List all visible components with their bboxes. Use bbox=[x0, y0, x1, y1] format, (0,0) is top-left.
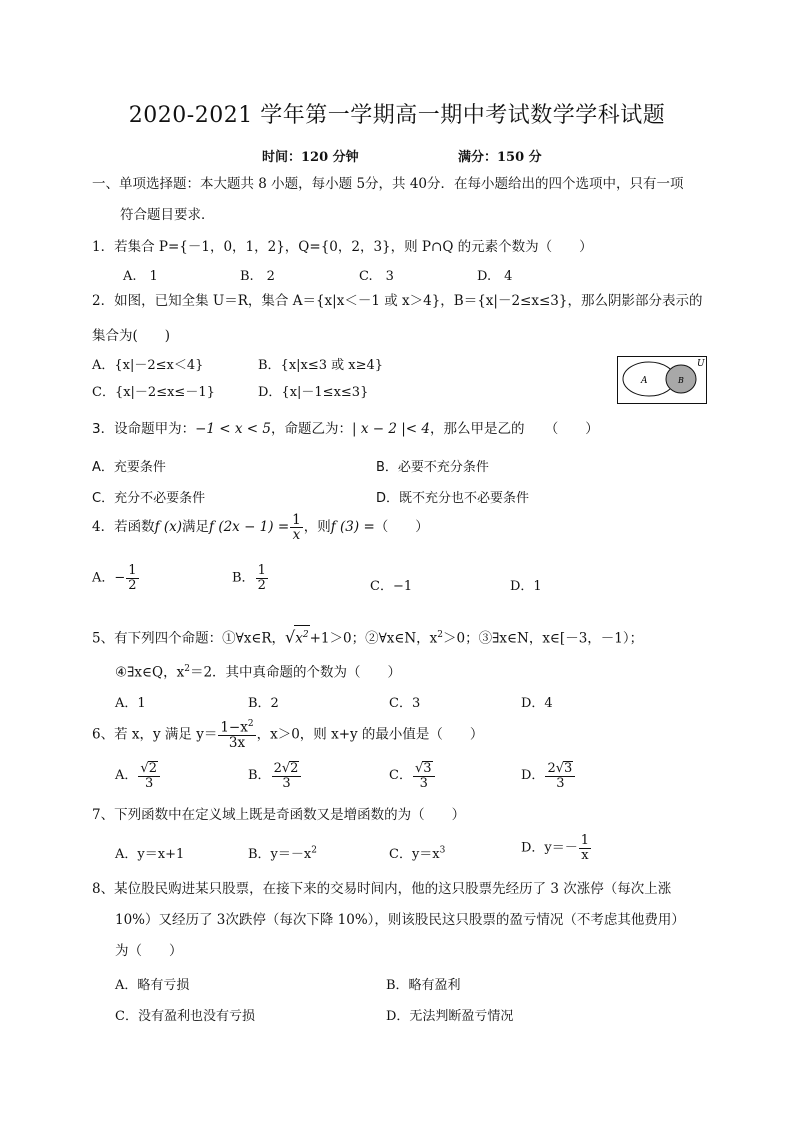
q1-option-b: B. 2 bbox=[240, 269, 275, 284]
q8-option-d: D．无法判断盈亏情况 bbox=[386, 1009, 514, 1024]
q3-option-a: A．充要条件 bbox=[92, 460, 166, 475]
q6-a-rad: 2 bbox=[148, 761, 157, 776]
q6-option-b bbox=[248, 761, 302, 790]
q3-condition-jia: −1 < x < 5 bbox=[195, 421, 271, 437]
venn-label-b: B bbox=[678, 376, 684, 385]
q5-option-d: D．4 bbox=[521, 696, 553, 711]
q8-option-b: B．略有盈利 bbox=[386, 978, 461, 993]
q4-a-label: A．− bbox=[92, 570, 126, 586]
q7-c-exp: 3 bbox=[439, 845, 446, 856]
q5-sqrt-exp: 2 bbox=[302, 630, 309, 640]
q5-exp-2b: 2 bbox=[184, 664, 190, 674]
q6-d-rad: 3 bbox=[564, 761, 573, 776]
q6-c-den: 3 bbox=[419, 775, 428, 791]
exam-time: 时间：120 分钟 bbox=[262, 150, 359, 165]
q4-frac-num: 1 bbox=[292, 512, 301, 528]
q3-option-d: D．既不充分也不必要条件 bbox=[376, 491, 530, 506]
q4-text-b: 满足 bbox=[182, 519, 210, 536]
q3-option-b: B．必要不充分条件 bbox=[376, 460, 489, 475]
q4-b-num: 1 bbox=[257, 563, 266, 578]
q6-text-a: 6、若 x，y 满足 y＝ bbox=[92, 726, 218, 743]
q6-b-label: B． bbox=[248, 768, 271, 784]
q7-c-text: C．y＝x bbox=[389, 847, 440, 862]
q6-b-num: 2√2 bbox=[272, 761, 302, 777]
q4-fraction bbox=[290, 513, 303, 542]
q4-option-c: C．−1 bbox=[370, 579, 413, 594]
q7-d-frac bbox=[579, 834, 591, 862]
q7-option-c bbox=[389, 843, 445, 862]
q5-text-b: +1＞0；②∀x∈N，x bbox=[309, 630, 438, 647]
q5-text-c: ＞0；③∃x∈N，x∈[－3，－1）； bbox=[442, 630, 644, 647]
q6-frac-num bbox=[218, 720, 255, 736]
question-8-line1: 8、某位股民购进某只股票，在接下来的交易时间内，他的这只股票先经历了 3 次涨停（每次上涨 bbox=[92, 881, 672, 897]
question-5-line1: 5、有下列四个命题：①∀x∈R，$√x^2+1>0$；②∀x∈N，$x^2>0$；③∃x∈N，x∈[－3，－1）； bbox=[92, 625, 643, 648]
venn-label-u: U bbox=[697, 359, 705, 369]
q7-d-num: 1 bbox=[580, 833, 590, 848]
q6-d-den: 3 bbox=[556, 775, 565, 791]
q3-text-a: 3．设命题甲为： bbox=[92, 421, 196, 437]
q6-c-frac bbox=[413, 761, 435, 790]
q4-text-d: （ ） bbox=[374, 519, 429, 536]
q4-text-a: 4．若函数 bbox=[92, 519, 155, 536]
venn-diagram bbox=[617, 356, 707, 404]
q5-option-b: B．2 bbox=[248, 696, 279, 711]
question-5-line2 bbox=[115, 660, 401, 682]
q4-b-den: 2 bbox=[257, 577, 266, 593]
q6-a-label: A． bbox=[115, 768, 138, 784]
q4-func-fx: f (x) bbox=[154, 519, 183, 536]
exam-full-score: 满分：150 分 bbox=[458, 150, 542, 165]
q6-a-den: 3 bbox=[145, 775, 154, 791]
q5-text-e: ＝2．其中真命题的个数为（ ） bbox=[189, 664, 402, 681]
venn-label-a: A bbox=[641, 376, 648, 386]
q6-d-num: 2√3 bbox=[545, 761, 575, 777]
q6-fraction bbox=[218, 720, 255, 750]
q6-d-coef: 2 bbox=[547, 761, 556, 776]
q6-d-label: D． bbox=[521, 768, 545, 784]
q5-option-c: C．3 bbox=[389, 696, 421, 711]
q7-option-d bbox=[521, 834, 592, 862]
q4-b-label: B． bbox=[232, 570, 255, 586]
q4-b-frac bbox=[256, 564, 268, 592]
q5-option-a: A．1 bbox=[115, 696, 146, 711]
q6-option-d bbox=[521, 761, 576, 790]
q4-option-b bbox=[232, 564, 269, 592]
q7-d-label: D．y＝－ bbox=[521, 840, 578, 856]
question-6-stem bbox=[92, 720, 483, 750]
question-2-stem: 2．如图，已知全集 U＝R，集合 A＝{x|x＜－1 或 x＞4}，B＝{x|－2≤x≤3}，那么阴影部分表示的 bbox=[92, 293, 703, 309]
question-8-line2: 10%）又经历了 3次跌停（每次下降 10%），则该股民这只股票的盈亏情况（不考虑其他费用） bbox=[115, 912, 685, 928]
q6-num-text: 1−x bbox=[220, 719, 248, 736]
q3-text-b: ，命题乙为： bbox=[271, 421, 352, 437]
question-7-stem: 7、下列函数中在定义域上既是奇函数又是增函数的为（ ） bbox=[92, 807, 466, 823]
q8-option-a: A．略有亏损 bbox=[115, 978, 190, 993]
q4-a-num: 1 bbox=[128, 563, 137, 578]
q7-b-exp: 2 bbox=[311, 845, 317, 856]
q1-option-c: C. 3 bbox=[359, 269, 394, 284]
q6-a-num: √2 bbox=[138, 761, 160, 777]
q4-option-d: D．1 bbox=[510, 579, 542, 594]
question-1-stem: 1．若集合 P={－1，0，1，2}，Q={0，2，3}，则 P∩Q 的元素个数为（ ） bbox=[92, 239, 593, 255]
q6-b-frac bbox=[272, 761, 302, 790]
section-heading-cont: 符合题目要求． bbox=[120, 207, 215, 223]
question-2-stem-cont: 集合为( ) bbox=[92, 328, 171, 344]
q6-num-exp: 2 bbox=[247, 719, 254, 729]
q4-func-equation: f (2x − 1) = bbox=[209, 519, 290, 536]
q6-b-rad: 2 bbox=[290, 761, 299, 776]
q5-text-d: ④∃x∈Q，x bbox=[115, 664, 185, 681]
section-heading: 一、单项选择题：本大题共 8 小题，每小题 5分，共 40分．在每小题给出的四个选项中，只有一项 bbox=[92, 176, 684, 192]
q5-sqrt-var: x bbox=[295, 630, 303, 647]
q7-option-a: A．y＝x+1 bbox=[115, 847, 185, 862]
q6-option-a bbox=[115, 761, 161, 790]
q4-frac-den: x bbox=[292, 527, 301, 544]
q6-c-label: C． bbox=[389, 768, 412, 784]
q8-option-c: C．没有盈利也没有亏损 bbox=[115, 1009, 255, 1024]
q6-d-frac bbox=[545, 761, 575, 790]
q3-condition-yi: | x − 2 |< 4 bbox=[352, 421, 430, 437]
q5-text-a: 5、有下列四个命题：①∀x∈R， bbox=[92, 630, 286, 647]
q1-option-a: A. 1 bbox=[123, 269, 158, 284]
question-8-line3: 为（ ） bbox=[115, 943, 183, 959]
q6-text-b: ，x＞0，则 x+y 的最小值是（ ） bbox=[256, 726, 484, 743]
q6-b-coef: 2 bbox=[273, 761, 282, 776]
q4-option-a bbox=[92, 564, 140, 592]
q7-d-den: x bbox=[581, 847, 589, 863]
q5-sqrt bbox=[294, 625, 309, 648]
q6-option-c bbox=[389, 761, 436, 790]
q4-a-den: 2 bbox=[128, 577, 137, 593]
q5-exp-2: 2 bbox=[437, 630, 443, 640]
q2-option-b: B．{x|x≤3 或 x≥4} bbox=[258, 358, 384, 373]
page-title: 2020-2021 学年第一学期高一期中考试数学学科试题 bbox=[128, 103, 666, 128]
q6-b-den: 3 bbox=[282, 775, 291, 791]
q6-c-rad: 3 bbox=[423, 761, 432, 776]
q3-option-c: C．充分不必要条件 bbox=[92, 491, 206, 506]
q6-a-frac bbox=[138, 761, 160, 790]
q4-func-f3: f (3) = bbox=[330, 519, 375, 536]
q7-option-b bbox=[248, 843, 317, 862]
q4-a-frac bbox=[126, 564, 138, 592]
question-4-stem bbox=[92, 513, 429, 542]
q4-text-c: ，则 bbox=[303, 519, 331, 536]
q7-b-text: B．y＝－x bbox=[248, 847, 312, 862]
q2-option-d: D．{x|－1≤x≤3} bbox=[258, 385, 369, 400]
q1-option-d: D. 4 bbox=[477, 269, 513, 284]
q6-c-num: √3 bbox=[413, 761, 435, 777]
q2-option-a: A．{x|－2≤x＜4} bbox=[92, 358, 204, 373]
q3-text-c: ，那么甲是乙的 （ ） bbox=[429, 421, 599, 437]
q6-frac-den: 3x bbox=[228, 734, 246, 751]
q2-option-c: C．{x|－2≤x≤－1} bbox=[92, 385, 215, 400]
question-3-stem bbox=[92, 420, 599, 438]
